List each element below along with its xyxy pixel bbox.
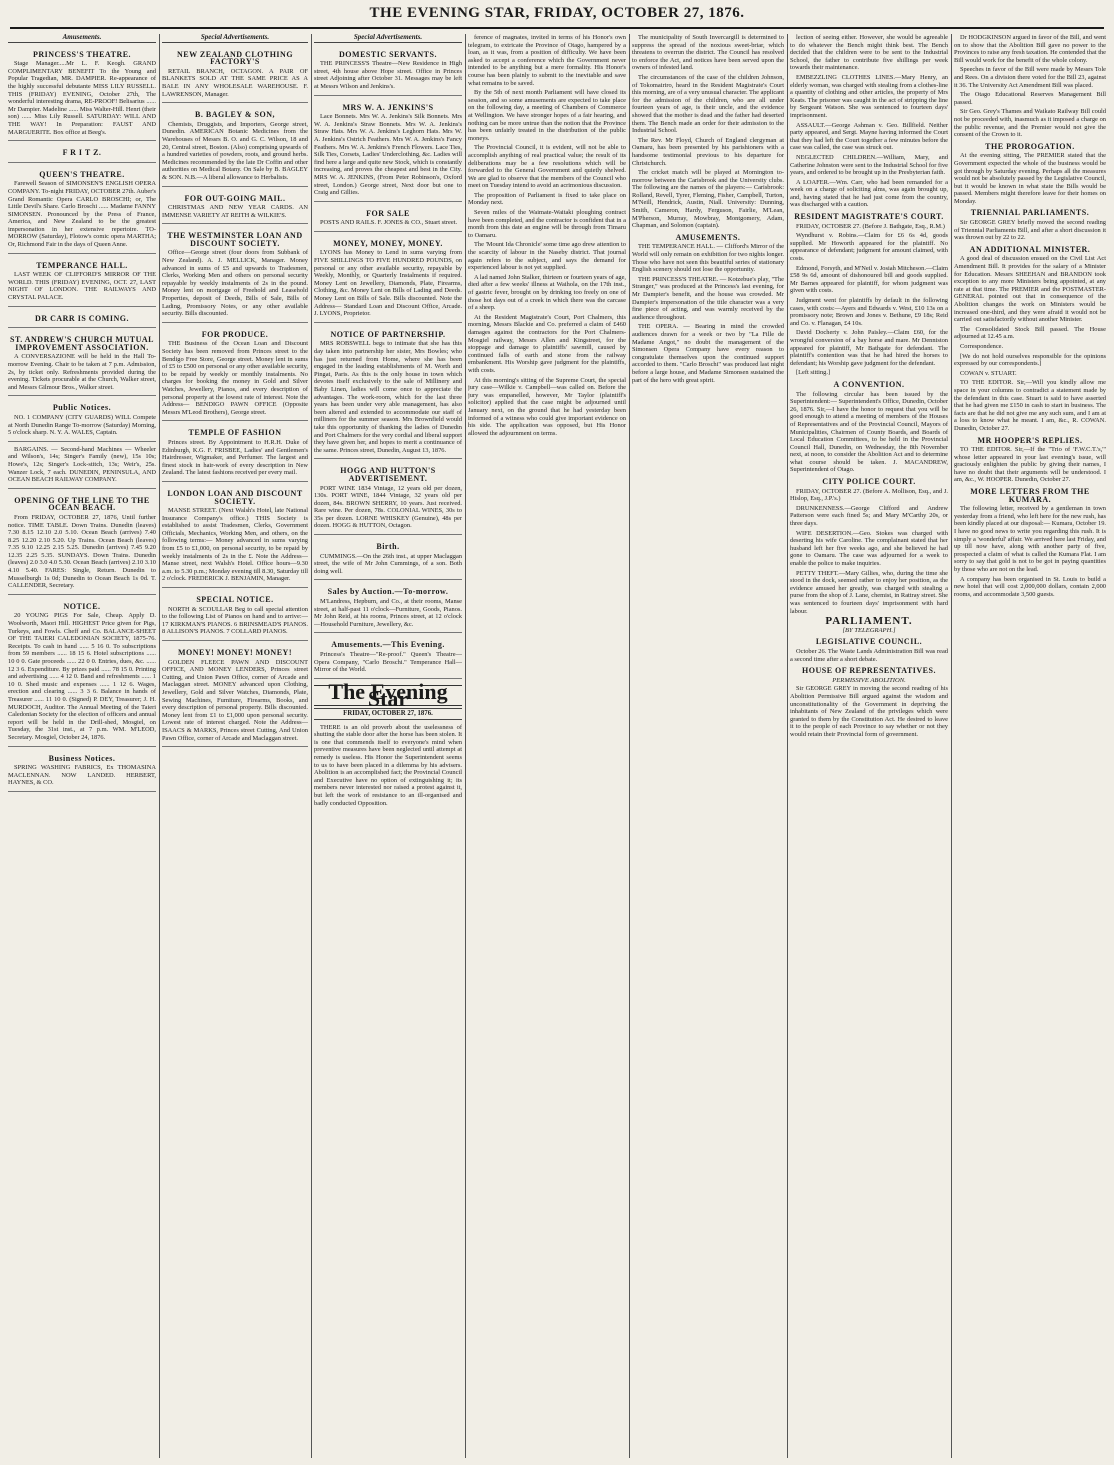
paragraph: At the Resident Magistrate's Court, Port Chalmers, this morning, Messrs Blackie and Co. preferred a claim of £460 damages against the contractors for the Port Chalmers-Mosgiel railway, Messrs Allen and Kingstreet, for the stoppage and damage to plaintiffs' sawmill, caused by continued falls of earth and stone from the railway embankment. His Worship gave judgment for the plaintiffs, with costs. <box>468 313 626 374</box>
paragraph: WIFE DESERTION.—Geo. Stokes was charged with deserting his wife Caroline. The complainant stated that her husband left her five weeks ago, and she believed he had gone to Oamaru. The case was adjourned for a week to enable the police to make inquiries. <box>790 529 948 567</box>
article-body <box>954 34 1106 574</box>
ad-heading: NEW ZEALAND CLOTHING FACTORY'S <box>176 49 294 67</box>
ad-text: A CONVERSAZIONE will be held in the Hall To-morrow Evening. Chair to be taken at 7 p.m. Admission, 2s, by ticket only. Refreshments provided during the evening. Tickets procurable at the Church, Walker street, and Messrs Gilmour Bros., Walker street. <box>8 353 156 391</box>
ad-text: THE Business of the Ocean Loan and Discount Society has been removed from Princes street to the Bendigo Free Store, George street. Money lent in sums of £5 to £500 on personal or any other available security, to be repaid by weekly or monthly instalments. No charges for booking the money in Gold and Silver Watches, Jewellery, Pianos, and every description of personal property at the lowest rate of interest. Note the Address— BENDIGO PAWN OFFICE (Opposite Messrs M'Leod Brothers), George street. <box>162 340 308 416</box>
advertisement <box>162 105 308 186</box>
council-body: October 26. The Waste Lands Administration Bill was read a second time after a short debate. <box>790 647 948 663</box>
advertisement <box>162 189 308 225</box>
section-heading: THE PROROGATION. <box>985 141 1075 151</box>
ad-heading: QUEEN'S THEATRE. <box>39 169 125 179</box>
paragraph: A LOAFER.—Wm. Carr, who had been remanded for a week on a charge of soliciting alms, was again brought up, and, having stated that he had just come from the country, was discharged with a caution. <box>790 178 948 209</box>
paragraph: COWAN v. STUART. <box>960 369 1017 377</box>
section-heading: Amusements. <box>8 34 156 43</box>
paragraph: The following letter, received by a gentleman in town yesterday from a friend, who left here for the new rush, has been kindly placed at our disposal:— Kumara, October 19. I have no good news to write you regarding this rush. It is simply a 'wonderful' affair. We arrived here last Friday, and up till now have, along with another party of five, prospected a claim of what is called the Kumara Flat. I am sorry to say that gold is not to be got in paying quantities by those who are not on the lead. <box>954 505 1106 573</box>
advertisement <box>8 330 156 396</box>
ad-text: From FRIDAY, OCTOBER 27, 1876, Until further notice. TIME TABLE. Down Trains. Dunedin (leaves) 7.30 8.15 12.10 2.0 5.10. Ocean Beach (arrives) 7.40 8.25 12.20 2.10 5.20. Up Trains. Ocean Beach (leaves) 7.35 9.10 12.25 2.15 5.25. Dunedin (arrives) 7.45 9.20 12.35 2.25 5.35. SUNDAYS. Down Trains. Dunedin (leaves) 2.0 3.0 4.0 5.30. Ocean Beach (arrives) 2.10 3.10 4.10 5.40. FARES: Single, Return. Dunedin to Musselburgh 1s 0d; Dunedin to Ocean Beach 1s 0d. T. CALLENDER, Secretary. <box>8 513 156 590</box>
advertisement <box>314 204 462 232</box>
paragraph: Speeches in favor of the Bill were made by Messrs Tole and Rees. On a division there voted for the Bill 23, against it 36. The University Act Amendment Bill was placed. <box>954 66 1106 89</box>
section-heading: AN ADDITIONAL MINISTER. <box>969 244 1091 254</box>
advertisement <box>162 484 308 588</box>
paragraph: By the 5th of next month Parliament will have closed its session, and so some amusements are expected to take place on the following day, a meeting of Chambers of Commerce at Wellington. We have stronger hopes of a fair hearing, and nothing can be more untrue than the notion that the Province has been unfairly treated in the distribution of the public moneys. <box>468 89 626 142</box>
house-body: Sir GEORGE GREY in moving the second reading of his Abolition Permissive Bill argued against the wisdom and unconstitutionality of the Government in depriving the inhabitants of New Zealand of the privileges which were granted to them by the Constitution Act. He desired to leave it to the people of each Province to say whether or not they would retain their Provincial form of government. <box>790 685 948 738</box>
ad-text: MRS ROBSWELL begs to intimate that she has this day taken into partnership her sister, Mrs Bowles; who has just returned from Home, where she has been engaged in the leading establishments of M. Worth and Pingat, Paris. As this is the only house in town which devotes itself exclusively to the sale of Millinery and Baby Linen, ladies will come once to appreciate the advantages. The work-room, which for the last three years has been under very able management, has also been altered and extended to accommodate our staff of milliners for the summer season. Mrs Brownfield would take this opportunity of thanking the ladies of Dunedin and Port Chalmers for the very cordial and liberal support they have given her, and hopes to merit a continuance of the same. Princes street, Dunedin, August 13, 1876. <box>314 340 462 454</box>
ad-text: Farewell Season of SIMONSEN'S ENGLISH OPERA COMPANY. To-night FRIDAY, OCTOBER 27th. Auber's Grand Romantic Opera CARLO BROSCHI; or, The Little Devil's Share. Carlo Broschi ...... Madame FANNY SIMONSEN. Pronounced by the Press of France, America, and New Zealand to be the greatest impersonation in her extensive repertoire. TO-MORROW (Saturday), Flotow's comic opera MARTHA; Or, Richmond Fair in the days of Queen Anne. <box>8 180 156 249</box>
paragraph: PETTY THEFT.—Mary Gillies, who, during the time she stood in the dock, seemed rather to enjoy her position, as the evidence amused her greatly, was charged with stealing a purse from the shop of J. Lane, chemist, in Rattray street. She was sentenced to fourteen days' imprisonment with hard labour. <box>790 569 948 615</box>
paragraph: THE TEMPERANCE HALL. — Clifford's Mirror of the World will only remain on exhibition for two nights longer. Those who have not seen this beautiful series of stationary English scenery should not lose the opportunity. <box>632 243 784 274</box>
advertisement <box>8 749 156 792</box>
ad-text: CHRISTMAS AND NEW YEAR CARDS. AN IMMENSE VARIETY AT REITH & WILKIE'S. <box>162 204 308 219</box>
ad-heading: Public Notices. <box>52 403 112 413</box>
advertisement <box>314 45 462 96</box>
paragraph: The 'Mount Ida Chronicle' some time ago drew attention to the scarcity of labour in the Naseby district. That journal again refers to the subject, and says the demand for experienced labour is not yet supplied. <box>468 241 626 272</box>
ad-heading: F R I T Z. <box>62 148 102 158</box>
paragraph: At this morning's sitting of the Supreme Court, the special jury case—Wilkie v. Campbell—was called on. Before the jury was empanelled, however, Mr Taylor (plaintiff's solicitor) applied that the case might be adjourned until January next, on the ground that he had yesterday been informed of a witness who could give important evidence on his side. The application was opposed, but His Honor allowed the adjournment on terms. <box>468 376 626 437</box>
ad-heading: OPENING OF THE LINE TO THE OCEAN BEACH. <box>14 495 150 513</box>
ad-text: Lace Bonnets. Mrs W. A. Jenkins's Silk Bonnets. Mrs W. A. Jenkins's Straw Bonnets. Mrs W. A. Jenkins's Straw Hats. Mrs W. A. Jenkins's Leghorn Hats. Mrs W. A. Jenkins's Ostrich Feathers. Mrs W. A. Jenkins's Fancy Feathers. Mrs W. A. Jenkins's French Flowers. Lace Ties, Silk Ties, Corsets, Ladies' Underclothing, &c. Ladies will find here a large and quite new Stock, which is constantly increasing, and proves the cheapest and best in the City. MRS W. A. JENKINS, (From Peter Robinson's, Oxford street, London.) George street, Next door but one to Craig and Gillies. <box>314 113 462 197</box>
ad-heading: Amusements.—This Evening. <box>331 640 445 650</box>
column-rule <box>465 34 466 1458</box>
advertisement <box>8 309 156 329</box>
paragraph: The proposition of Parliament is fixed to take place on Monday next. <box>468 191 626 207</box>
paragraph: TO THE EDITOR. Sir,—Will you kindly allow me space in your columns to contradict a statement made by the defendant in this case. Stuart is said to have asserted that he had given me £150 in cash to start in business. The facts are that he did not give me any such sum, and I am at a loss to know what he meant. I am, &c., R. COWAN. Dunedin, October 27. <box>954 379 1106 432</box>
ad-text: Office—George street (four doors from Subbank of New Zealand). A. J. MELLICK, Manager. Money advanced in sums of £5 and upwards to Tradesmen, Clerks, Working Men and others on personal security repayable by weekly instalments of 2s in the pound. Money lent on mortgage of Freehold and Leasehold Properties, deposit of Deeds, Bills of Sale, Bills of Lading, Promissory Notes, or any other available security. Bills discounted. <box>162 249 308 318</box>
advertisement <box>162 325 308 422</box>
leader-article: THERE is an old proverb about the uselessness of shutting the stable door after the horse has been stolen. It is one that commends itself to everyone's mind when preventive measures have been neglected until attempt at remedy is useless. His Honor the Superintendent seems to us to have been placed in a dilemma by his advisers. Abolition is an accomplished fact; the Provincial Council and Executive have no option of extinguishing it; its members never interested nor raised a protest against it, but left the work of resistance to an ill-organised and badly conducted Opposition. <box>314 723 462 807</box>
section-heading: CITY POLICE COURT. <box>822 477 916 487</box>
ad-heading: DOMESTIC SERVANTS. <box>339 49 437 59</box>
paragraph: Sir Geo. Grey's Thames and Waikato Railway Bill could not be proceeded with, inasmuch as it imposed a charge on the public revenue, and the Premier would not give the consent of the Crown to it. <box>954 108 1106 139</box>
advertisement <box>314 325 462 460</box>
ad-text: LYONS has Money to Lend in sums varying from FIVE SHILLINGS TO FIVE HUNDRED POUNDS, on personal or any other available security, repayable by Weekly, Monthly, or Quarterly Instalments if required. Money Lent on Jewellery, Diamonds, Plate, Firearms, Clothing, &c. Money Lent on Bills of Lading and Deeds. Money Lent on Bills of Sale. Bills discounted. Note the Address— Standard Loan and Discount Office, Arcade. J. LYONS, Proprietor. <box>314 249 462 318</box>
column-news-2 <box>632 34 784 1458</box>
advertisement <box>8 597 156 747</box>
ad-heading: MONEY, MONEY, MONEY. <box>333 238 443 248</box>
ad-text: RETAIL BRANCH, OCTAGON. A PAIR OF BLANKETS SOLD AT THE SAME PRICE AS A BALE IN ANY WHOLESALE WAREHOUSE. F. LAWRENSON, Manager. <box>162 67 308 98</box>
section-heading: RESIDENT MAGISTRATE'S COURT. <box>794 212 944 222</box>
section-heading: Special Advertisements. <box>162 34 308 43</box>
paragraph: A good deal of discussion ensued on the Civil List Act Amendment Bill. It provides for the salary of a Minister for Education. Messrs SHEEHAN and BRANDON took exception to any more Ministers being appointed, at any rate at that time. The PREMIER and the POSTMASTER-GENERAL pointed out that in consequence of the Abolition changes the work on Ministers would be increased one-third, and they were afraid it would not be carried out satisfactorily without another Minister. <box>954 255 1106 324</box>
paragraph: TO THE EDITOR. Sir,—If the "Trio of 'F.W.C.T.'s,'" whose letter appeared in your last evening's issue, will graciously enlighten the public by giving their names, I have no doubt that their arguments will be understood. I am, &c., W. HOOPER. Dunedin, October 27. <box>954 446 1106 484</box>
paragraph: Sir GEORGE GREY briefly moved the second reading of Triennial Parliaments Bill, and after a short discussion it was thrown out by 22 to 22. <box>954 219 1106 242</box>
ad-text: Princess's Theatre—"Re-proof." Queen's Theatre—Opera Company, "Carlo Broschi." Temperance Hall—Mirror of the World. <box>314 651 462 674</box>
column-parliament <box>954 34 1106 1458</box>
advertisement <box>8 256 156 307</box>
ad-heading: LONDON LOAN AND DISCOUNT SOCIETY. <box>167 488 303 506</box>
advertisement <box>314 98 462 202</box>
ad-heading: Birth. <box>376 542 400 552</box>
ad-heading: DR CARR IS COMING. <box>35 313 129 323</box>
column-rule <box>629 34 630 1458</box>
column-rule <box>159 34 160 1458</box>
ad-text: NO. 1 COMPANY (CITY GUARDS) WILL Compete at North Dunedin Range To-morrow (Saturday) Morning, 5 o'clock sharp. N. Y. A. WALES, Captain. <box>8 413 156 437</box>
ad-heading: THE WESTMINSTER LOAN AND DISCOUNT SOCIETY. <box>167 231 303 248</box>
column-news-1 <box>468 34 626 1458</box>
section-heading: Special Advertisements. <box>314 34 462 43</box>
paragraph: A lad named John Stalker, thirteen or fourteen years of age, died after a few weeks' illness at Waihola, on the 17th inst., of gastric fever, brought on by drinking too freely on one of those hot days out of a creek in which there was the carcase of a sheep. <box>468 273 626 312</box>
ad-text: 20 YOUNG PIGS For Sale, Cheap. Apply D. Woolworth, Maori Hill. HIGHEST Price given for Pigs, Turkeys, and Fowls. Cheff and Co. BALANCE-SHEET OF THE TAIERI CALEDONIAN SOCIETY, 1875-76. Receipts. To cash in hand ...... 5 16 0. To subscriptions from 59 members ...... 18 15 6. Hotel subscriptions ...... 10 0 0. Gate proceeds ...... 22 0 0. Entries, dues, &c. ...... 12 3 6. Expenditure. By prizes paid ...... 78 15 0. Printing and advertising ...... 4 12 0. Band and refreshments ...... 1 10 0. Shed music and expenses ...... 1 12 6. Wages, erection and clearing ...... 3 3 6. Balance in hands of Treasurer ...... 11 10 0. (Signed) P. DEY, Treasurer; J. H. MURDOCH, Auditor. The Annual Meeting of the Taieri Caledonian Society for the election of officers and annual report will be held in the Drill-shed, Mosgiel, on Tuesday, the 31st inst., at 7 p.m. WM. M'LEOD, Secretary. Mosgiel, October 24, 1876. <box>8 612 156 741</box>
paragraph: [We do not hold ourselves responsible for the opinions expressed by our correspondents.] <box>954 352 1106 368</box>
paragraph: NEGLECTED CHILDREN.—William, Mary, and Catherine Johnston were sent to the Industrial School for five years, and ordered to be brought up in the Presbyterian faith. <box>790 153 948 177</box>
column-courts <box>790 34 948 1458</box>
paragraph: ASSAULT.—George Ashman v. Geo. Billfield. Neither party appeared, and Sergt. Mayne having informed the Court that they had left the Court together a few minutes before the case was called, the case was struck out. <box>790 121 948 152</box>
ad-text: LAST WEEK OF CLIFFORD'S MIRROR OF THE WORLD. THIS (FRIDAY) EVENING, OCT. 27, LAST NIGHT OF LONDON. THE RAILWAYS AND CRYSTAL PALACE. <box>8 271 156 302</box>
section-heading: AMUSEMENTS. <box>675 232 741 242</box>
paragraph: Edmond, Forsyth, and M'Neil v. Josiah Mitcheson.—Claim £58 9s 6d, amount of dishonoured bill and goods supplied. Mr Barnes appeared for plaintiff, for whom judgment was given with costs. <box>790 264 948 295</box>
paragraph: Correspondence. <box>960 342 1004 350</box>
paragraph: THE PRINCESS'S THEATRE. — Kotzebue's play, "The Stranger," was produced at the Princess's last evening, for Mr Dampier's benefit, and the house was crowded. Mr Dampier's impersonation of the title character was a very fine piece of acting, and was warmly received by the audience throughout. <box>632 275 784 321</box>
ad-list <box>314 45 462 679</box>
house-heading: HOUSE OF REPRESENTATIVES. <box>802 666 936 676</box>
ad-heading: FOR OUT-GOING MAIL. <box>184 193 286 203</box>
paragraph: Seven miles of the Waimate-Waitaki ploughing contract have been completed, and the contractor is confident that in a month from this date an engine will be through from Timaru to Oamaru. <box>468 209 626 239</box>
ad-list <box>8 45 156 792</box>
advertisement <box>8 165 156 254</box>
paragraph: [Left sitting.] <box>796 369 831 377</box>
ad-heading: TEMPERANCE HALL. <box>36 260 128 270</box>
ad-heading: MRS W. A. JENKINS'S <box>342 102 434 112</box>
article-body <box>790 34 948 615</box>
ad-text: BARGAINS. — Second-hand Machines — Wheeler and Wilson's, 14s; Singer's Family (new), 15s 10s; Howe's, 12s; Singer's Lock-stitch, 13s; Weir's, 25s. Wanzer Lock, 7 each. DUNEDIN, PENINSULA, AND OCEAN BEACH RAILWAY COMPANY. <box>8 445 156 484</box>
paragraph: The Rev. Mr Floyd, Church of England clergyman at Oamaru, has been presented by his parishioners with a handsome testimonial previous to his departure for Christchurch. <box>632 136 784 167</box>
paragraph: Judgment went for plaintiffs by default in the following cases, with costs:—Ayers and Edwards v. West, £10 13s on a promissory note; Brown and Jones v. Bethune, £9 18s; Reid and Co. v. Flanagan, £4 10s. <box>790 297 948 327</box>
column-special-ads-2 <box>314 34 462 1458</box>
article-body <box>468 34 626 437</box>
advertisement <box>162 45 308 104</box>
advertisement <box>162 643 308 747</box>
council-heading: LEGISLATIVE COUNCIL. <box>815 637 923 647</box>
advertisement <box>162 226 308 323</box>
ad-text: Stage Manager.....Mr L. F. Keogh. GRAND COMPLIMENTARY BENEFIT To the Young and Popular Tragedian, MR. DAMPIER. Re-appearance of the highly successful debutante MISS LILY RUSSELL. THIS (FRIDAY) EVENING, October 27th, The wonderful interesting drama, RE-PROOF! Belisarius ...... Mr Dampier. Madeline ...... Miss Walter-Hill. Henri (their son) ...... Miss Lily Russell. SATURDAY: WILL AND THE WAY! In Preparation: FAUST AND MARGUERITE. Box office at Beeg's. <box>8 60 156 136</box>
paragraph: EMBEZZLING CLOTHES LINES.—Mary Henry, an elderly woman, was charged with stealing from a clothes-line a quantity of clothing and other articles, the property of Mrs Keats. The prisoner was caught in the act of stripping the line by Sergeant Watson. She was sentenced to fourteen days' imprisonment. <box>790 73 948 119</box>
section-heading: MR HOOPER'S REPLIES. <box>977 435 1083 445</box>
paragraph: The cricket match will be played at Mornington to-morrow between the Carisbrook and the University clubs. The following are the names of the players:— Carisbrook: Rolland, Revell, Tyrer, Fleming, Fisher, Campbell, Turton, M'Neill, Hendrick, Austin, Niall. University: Dunning, Smith, Cameron, Hardy, Ferguson, Fairlie, M'Lean, M'Pherson, Murray, Mowbray, Montgomery, Adam, Chapman, and Solomon (captain). <box>632 169 784 230</box>
ad-text: SPRING WASHING FABRICS, Ex THOMASINA MACLENNAN. NOW LANDED. HERBERT, HAYNES, & CO. <box>8 764 156 787</box>
advertisement <box>314 635 462 678</box>
column-rule <box>787 34 788 1458</box>
article-body <box>632 34 784 384</box>
ad-heading: NOTICE OF PARTNERSHIP. <box>330 329 446 339</box>
ad-text: GOLDEN FLEECE PAWN AND DISCOUNT OFFICE, AND MONEY LENDERS, Princes street Cutting, and Union Pawn Office, corner of Arcade and Maclaggan street. MONEY advanced upon Clothing, Jewellery, Gold and Silver Watches, Diamonds, Plate, Sewing Machines, Furniture, Firearms, Books, and every description of personal property. Bills discounted. Money lent from £1 to £1,000 upon personal security. Lowest rate of interest charged. Note the Address— ISAACS & MARKS, Princes street Cutting, And Union Pawn Office, corner of Arcade and Maclaggan street. <box>162 658 308 742</box>
paragraph: The Consolidated Stock Bill passed. The House adjourned at 12.45 a.m. <box>954 325 1106 341</box>
advertisement <box>162 423 308 482</box>
ad-list <box>162 45 308 748</box>
paragraph: The following circular has been issued by the Superintendent:— Superintendent's Office, Dunedin, October 26, 1876. Sir,—I have the honor to request that you will be good enough to attend a meeting of members of the Houses of Representatives and of the Provincial Council, Mayors of Municipalities, Chairmen of County Boards, and Boards of Local Education Committees, to be held in the Provincial Council Hall, Dunedin, on Wednesday, the 8th November next, at noon, to consider the Abolition Act and to determine what course should be taken. J. MACANDREW, Superintendent of Otago. <box>790 390 948 474</box>
ad-heading: FOR PRODUCE. <box>201 329 269 339</box>
advertisement <box>8 143 156 163</box>
ad-heading: PRINCESS'S THEATRE. <box>32 49 132 59</box>
advertisement <box>314 582 462 633</box>
paragraph: The circumstances of the case of the children Johnson, of Tokomairiro, heard in the Resident Magistrate's Court this morning, are of a very unusual character. The applicant for the admission of the children, who are all under fourteen years of age, is their uncle, and the evidence showed that the mother is dead and the father had deserted them. The Bench made an order for their admission to the Industrial School. <box>632 73 784 135</box>
ad-heading: ST. ANDREW'S CHURCH MUTUAL IMPROVEMENT ASSOCIATION. <box>10 335 154 352</box>
closing-note: A company has been organised in St. Louis to build a new hotel that will cost 2,000,000 dollars, contain 2,000 rooms, and accommodate 3,500 guests. <box>954 575 1106 598</box>
ad-text: POSTS AND RAILS. F. JONES & CO., Stuart street. <box>320 219 458 227</box>
section-heading: MORE LETTERS FROM THE KUMARA. <box>970 487 1090 504</box>
advertisement <box>8 491 156 595</box>
paragraph: At the evening sitting, The PREMIER stated that the Government expected the whole of the business would be got through by Saturday evening. Perhaps all the measures would not be absolutely passed by the Legislative Council, but it would be known in what state the Bills would be passed. Members might therefore leave for their homes on Monday. <box>954 152 1106 205</box>
advertisement <box>8 398 156 441</box>
permissive-heading: PERMISSIVE ABOLITION. <box>832 676 906 684</box>
paragraph: FRIDAY, OCTOBER 27. (Before J. Bathgate, Esq., R.M.) <box>796 222 945 230</box>
paragraph: DRUNKENNESS.—George Clifford and Andrew Patterson were each fined 5s; and Mary M'Carthy 20s, or three days. <box>790 504 948 528</box>
ad-heading: MONEY! MONEY! MONEY! <box>178 648 292 657</box>
paragraph: The Provincial Council, it is evident, will not be able to accomplish anything of real practical value; the result of its deliberations may be a few resolutions which will be forwarded to the General Government and quietly shelved. We are glad to observe that the members of the Council who meet on Tuesday intend to avoid an acrimonious discussion. <box>468 144 626 190</box>
masthead-title: THE EVENING STAR, FRIDAY, OCTOBER 27, 1876. <box>369 5 745 21</box>
masthead <box>10 3 1104 29</box>
paragraph: Wyndhurst v. Robins.—Claim for £6 6s 4d, goods supplied. Mr Howorth appeared for the plaintiff. No appearance of defendant; judgment for amount claimed, with costs. <box>790 232 948 263</box>
ad-text: Princes street. By Appointment to H.R.H. Duke of Edinburgh, K.G. F. FRISBEE, Ladies' and Gentlemen's Hairdresser, Wigmaker, and Perfumer. The largest and finest stock in hair-work of every description in New Zealand. The latest fashions received per every mail. <box>162 438 308 477</box>
paragraph: THE OPERA. — Bearing in mind the crowded audiences drawn for a week or two by "La Fille de Madame Angot," no doubt the management of the Simonsen Opera Company have every reason to congratulate themselves upon the continued support accorded to them. "Carlo Broschi" was produced last night before a large house, and Madame Simonsen sustained the part of the hero with great spirit. <box>632 323 784 384</box>
paragraph: lection of seeing either. However, she would be agreeable to do whatever the Bench might think best. The Bench decided that the children were to be sent to the Industrial School, the father to contribute five shillings per week towards their maintenance. <box>790 34 948 72</box>
advertisement <box>8 45 156 142</box>
column-rule <box>951 34 952 1458</box>
ad-text: PORT WINE 1834 Vintage, 12 years old per dozen, 130s. PORT WINE, 1844 Vintage, 32 years old per dozen, 84s. BROWN SHERRY, 10 years. Just received. Rare wine. Per dozen, 78s. COLONIAL WINES, 30s to 35s per dozen. LORNE WHISKEY (Genuine), 48s per dozen. HOGG & HUTTON, Octagon. <box>314 484 462 530</box>
ad-heading: TEMPLE OF FASHION <box>188 428 282 438</box>
advertisement <box>314 234 462 323</box>
ad-heading: B. BAGLEY & SON, <box>195 110 275 120</box>
paragraph: The municipality of South Invercargill is determined to suppress the spread of the noxious sweet-briar, which threatens to overrun the district. The Council has resolved to enforce the Act, and notices have been served upon the owners of infested land. <box>632 34 784 72</box>
paragraph: The Otago Educational Reserves Management Bill passed. <box>954 91 1106 106</box>
ad-heading: Sales by Auction.—To-morrow. <box>327 587 449 597</box>
paragraph: David Docherty v. John Paisley.—Claim £60, for the wrongful conversion of a bay horse and mare. Mr Denniston appeared for plaintiff, Mr Bathgate for defendant. The plaintiff's contention was that he had hired the horses to defendant; his Worship gave judgment for the defendant. <box>790 329 948 367</box>
ad-heading: Business Notices. <box>48 753 116 763</box>
ad-heading: NOTICE. <box>63 601 101 611</box>
paragraph: Dr HODGKINSON argued in favor of the Bill, and went on to show that the Abolition Bill gave no power to the Provinces to raise any fresh taxation. He contended that the Bill would work for the benefit of the whole colony. <box>954 34 1106 64</box>
paragraph: ference of magnates, invited in terms of his Honor's own telegram, to extricate the Province of Otago, hampered by a loan, as it was, from a position of difficulty. We have been asked to accept a conference which the Government never intended to be anything but a mere formality. His Honor's course has been plainly to submit to the inevitable and save what remains to be saved. <box>468 34 626 87</box>
ad-text: CUMMINGS.—On the 26th inst., at upper Maclaggan street, the wife of Mr John Cummings, of a son. Both doing well. <box>314 552 462 575</box>
ad-text: Chemists, Druggists, and Importers, George street, Dunedin. AMERICAN Botanic Medicines from the Warehouses of Messrs B. O. and G. C. Wilson, 18 and 20, Central street, Boston. (Also) comprising upwards of a hundred varieties of powders, roots, and ground herbs. Medicines recommended by the late Dr Coffin and other authorities on Medical Botany. On Sale by B. BAGLEY & SON. N.B.—A liberal allowance to Herbalists. <box>162 120 308 181</box>
column-special-ads <box>162 34 308 1458</box>
paragraph: FRIDAY, OCTOBER 27. (Before A. Mollison, Esq., and J. Hislop, Esq., J.P.'s.) <box>790 487 948 503</box>
advertisement <box>314 537 462 580</box>
parliament-heading: PARLIAMENT. <box>825 615 913 628</box>
ad-heading: SPECIAL NOTICE. <box>196 595 274 605</box>
ad-heading: FOR SALE <box>366 208 410 218</box>
advertisement <box>8 444 156 489</box>
column-amusements <box>8 34 156 1458</box>
ad-text: MANSE STREET. (Next Walsh's Hotel, late National Insurance Company's office.) THIS Society is established to assist Tradesmen, Clerks, Government Officials, Mechanics, Working Men, and others, on the following terms:— Money advanced in sums varying from £5 to £1,000, on personal security, to be repaid by weekly instalments of 2s in the £. Note the Address—Manse street, next Walsh's Hotel. Office hours—9.30 a.m. to 5.30 p.m.; Monday evening till 8.30, Saturday till 2 o'clock. FREDERICK J. BENJAMIN, Manager. <box>162 507 308 583</box>
ad-text: NORTH & SCOULLAR Beg to call special attention to the following List of Pianos on hand and to arrive:— 17 KIRKMAN'S PIANOS. 6 BRINSMEAD'S PIANOS. 8 ALLISON'S PIANOS. 7 COLLARD PIANOS. <box>162 605 308 636</box>
advertisement <box>314 461 462 535</box>
column-rule <box>311 34 312 1458</box>
ad-text: THE PRINCESS'S Theatre—New Residence in High street, 4th house above Hope street. Office in Princes street Adjoining after October 31. Messages may be left at Messrs Wilson and Jenkins's. <box>314 60 462 90</box>
ad-heading: HOGG AND HUTTON'S ADVERTISEMENT. <box>340 466 436 483</box>
section-heading: TRIENNIAL PARLIAMENTS. <box>970 208 1090 218</box>
dateline: FRIDAY, OCTOBER 27, 1876. <box>314 708 462 720</box>
ad-text: M'Landress, Hepburn, and Co., at their rooms, Manse street, at half-past 11 o'clock—Furniture, Goods, Pianos. Mr John Reid, at his rooms, Princes street, at 12 o'clock—Household Furniture, Jewellery, &c. <box>314 598 462 628</box>
telegraph-note: [BY TELEGRAPH.] <box>842 626 896 634</box>
advertisement <box>162 590 308 641</box>
section-heading: A CONVENTION. <box>833 379 905 389</box>
newspaper-flag: The Evening Star <box>314 685 462 706</box>
